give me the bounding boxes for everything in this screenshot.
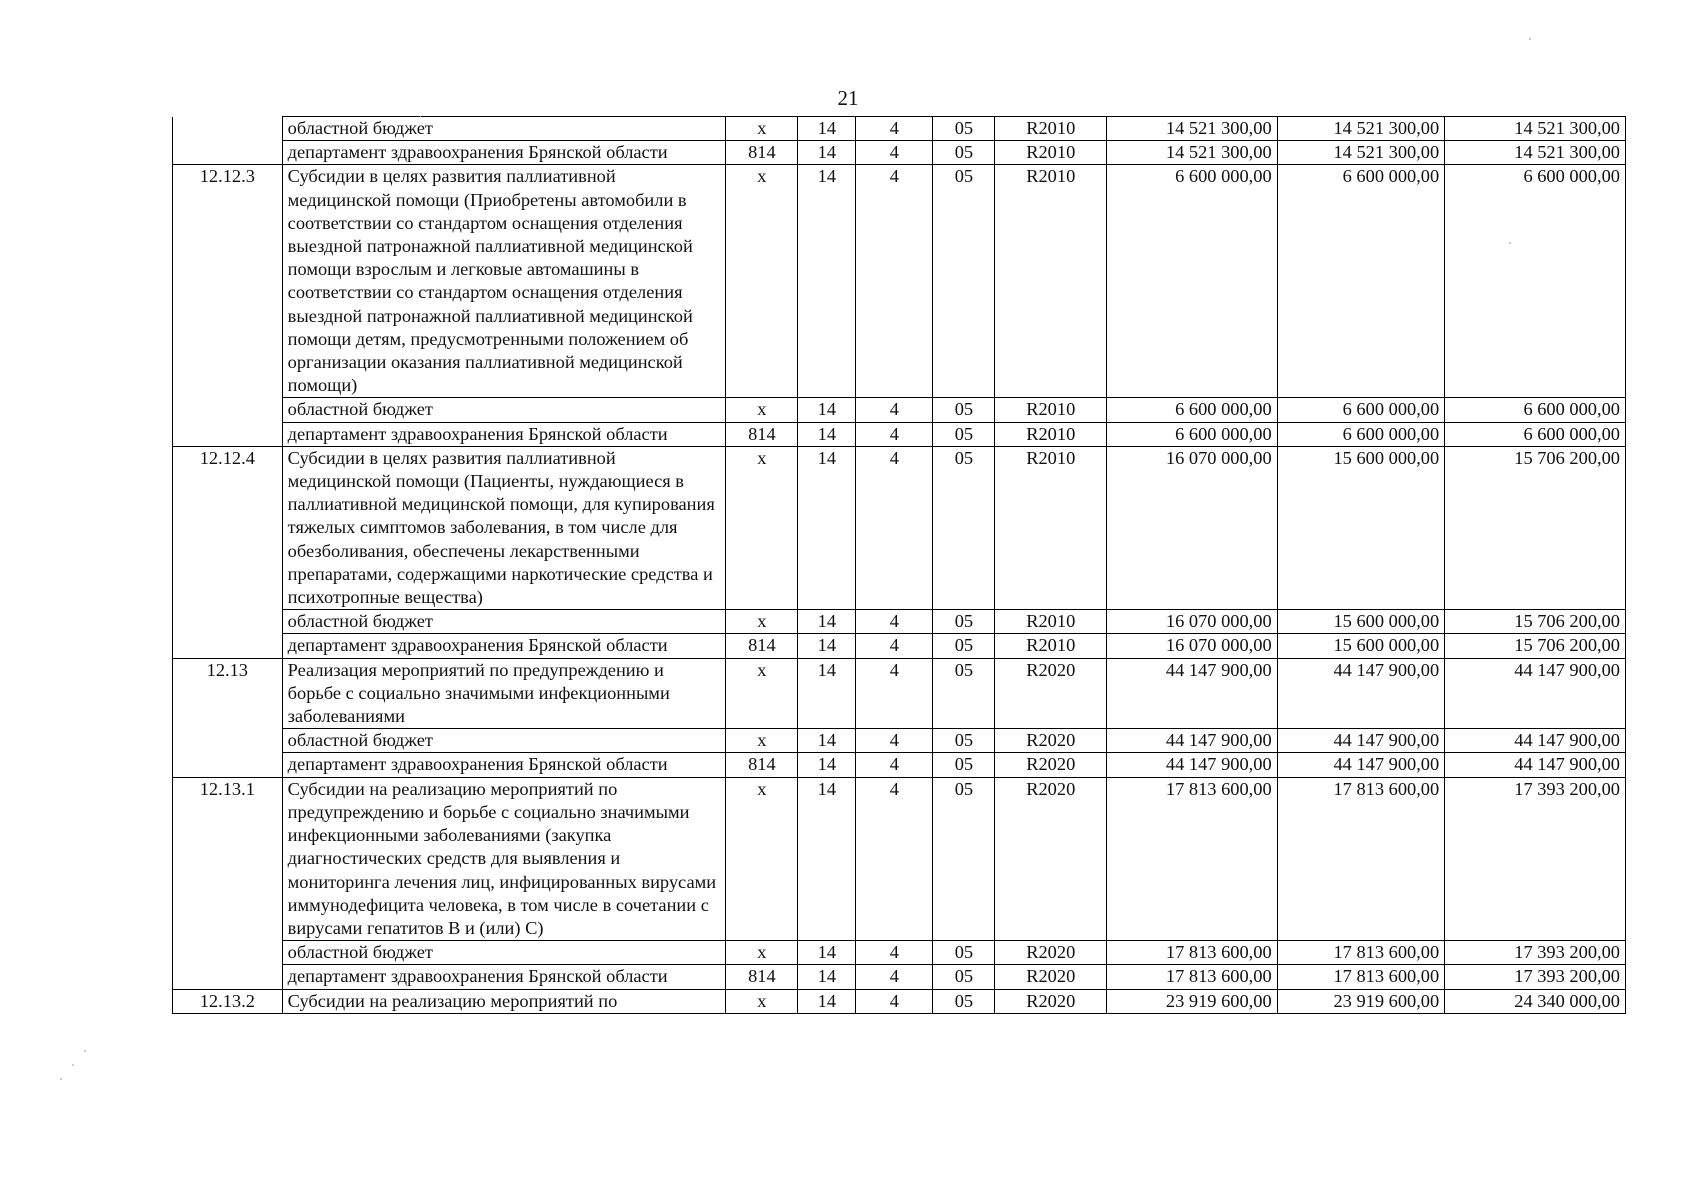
amount-year2-cell: 14 521 300,00 <box>1277 141 1445 165</box>
code-rz-cell: 14 <box>798 658 856 729</box>
row-name-cell: областной бюджет <box>282 729 726 753</box>
amount-year3-cell: 14 521 300,00 <box>1445 141 1626 165</box>
row-name-cell: департамент здравоохранения Брянской области <box>282 634 726 658</box>
amount-year2-cell: 17 813 600,00 <box>1277 941 1445 965</box>
table-row <box>173 422 1626 446</box>
table-row <box>173 777 1626 940</box>
table-row <box>173 729 1626 753</box>
amount-year3-cell: 6 600 000,00 <box>1445 165 1626 398</box>
code-pr-cell: 4 <box>856 610 933 634</box>
amount-year1-cell: 16 070 000,00 <box>1107 634 1278 658</box>
amount-year1-cell: 44 147 900,00 <box>1107 658 1278 729</box>
table-row <box>173 398 1626 422</box>
amount-year1-cell: 14 521 300,00 <box>1107 117 1278 141</box>
code-gr-cell: х <box>726 398 798 422</box>
code-pr-cell: 4 <box>856 658 933 729</box>
row-name-cell: областной бюджет <box>282 117 726 141</box>
scan-speck <box>72 1064 74 1066</box>
code-target-cell: R2020 <box>995 658 1107 729</box>
amount-year3-cell: 44 147 900,00 <box>1445 729 1626 753</box>
row-name-cell: департамент здравоохранения Брянской области <box>282 753 726 777</box>
code-cs-cell: 05 <box>933 141 995 165</box>
amount-year3-cell: 17 393 200,00 <box>1445 965 1626 989</box>
code-target-cell: R2010 <box>995 422 1107 446</box>
amount-year2-cell: 14 521 300,00 <box>1277 117 1445 141</box>
amount-year1-cell: 16 070 000,00 <box>1107 610 1278 634</box>
code-rz-cell: 14 <box>798 141 856 165</box>
code-gr-cell: х <box>726 446 798 609</box>
amount-year1-cell: 6 600 000,00 <box>1107 422 1278 446</box>
code-rz-cell: 14 <box>798 117 856 141</box>
code-target-cell: R2020 <box>995 753 1107 777</box>
code-cs-cell: 05 <box>933 165 995 398</box>
amount-year3-cell: 14 521 300,00 <box>1445 117 1626 141</box>
code-rz-cell: 14 <box>798 634 856 658</box>
code-cs-cell: 05 <box>933 989 995 1013</box>
code-pr-cell: 4 <box>856 777 933 940</box>
code-gr-cell: 814 <box>726 965 798 989</box>
code-rz-cell: 14 <box>798 446 856 609</box>
code-target-cell: R2010 <box>995 398 1107 422</box>
row-name-cell: департамент здравоохранения Брянской области <box>282 422 726 446</box>
row-name-cell: Субсидии на реализацию мероприятий по <box>282 989 726 1013</box>
code-pr-cell: 4 <box>856 398 933 422</box>
amount-year2-cell: 15 600 000,00 <box>1277 634 1445 658</box>
code-cs-cell: 05 <box>933 634 995 658</box>
amount-year2-cell: 15 600 000,00 <box>1277 446 1445 609</box>
scan-speck <box>420 116 421 117</box>
code-rz-cell: 14 <box>798 777 856 940</box>
code-pr-cell: 4 <box>856 422 933 446</box>
amount-year1-cell: 44 147 900,00 <box>1107 729 1278 753</box>
amount-year2-cell: 6 600 000,00 <box>1277 422 1445 446</box>
code-target-cell: R2010 <box>995 117 1107 141</box>
code-cs-cell: 05 <box>933 117 995 141</box>
code-rz-cell: 14 <box>798 753 856 777</box>
amount-year2-cell: 44 147 900,00 <box>1277 753 1445 777</box>
amount-year2-cell: 6 600 000,00 <box>1277 165 1445 398</box>
code-rz-cell: 14 <box>798 729 856 753</box>
code-target-cell: R2020 <box>995 989 1107 1013</box>
code-gr-cell: х <box>726 658 798 729</box>
code-rz-cell: 14 <box>798 965 856 989</box>
amount-year2-cell: 44 147 900,00 <box>1277 658 1445 729</box>
table-row <box>173 965 1626 989</box>
code-target-cell: R2010 <box>995 165 1107 398</box>
table-row <box>173 941 1626 965</box>
code-gr-cell: х <box>726 610 798 634</box>
budget-table <box>172 116 1626 1014</box>
amount-year1-cell: 17 813 600,00 <box>1107 965 1278 989</box>
amount-year1-cell: 17 813 600,00 <box>1107 941 1278 965</box>
amount-year2-cell: 17 813 600,00 <box>1277 777 1445 940</box>
code-target-cell: R2020 <box>995 729 1107 753</box>
scan-speck <box>1509 242 1511 244</box>
amount-year3-cell: 44 147 900,00 <box>1445 658 1626 729</box>
code-cs-cell: 05 <box>933 658 995 729</box>
amount-year1-cell: 23 919 600,00 <box>1107 989 1278 1013</box>
code-gr-cell: х <box>726 729 798 753</box>
code-target-cell: R2020 <box>995 965 1107 989</box>
code-gr-cell: 814 <box>726 141 798 165</box>
table-row <box>173 658 1626 729</box>
amount-year3-cell: 15 706 200,00 <box>1445 610 1626 634</box>
row-number-cell: 12.13.2 <box>173 989 283 1013</box>
code-gr-cell: 814 <box>726 634 798 658</box>
row-name-cell: департамент здравоохранения Брянской области <box>282 141 726 165</box>
row-name-cell: областной бюджет <box>282 610 726 634</box>
code-cs-cell: 05 <box>933 729 995 753</box>
code-gr-cell: х <box>726 941 798 965</box>
amount-year3-cell: 44 147 900,00 <box>1445 753 1626 777</box>
code-cs-cell: 05 <box>933 965 995 989</box>
amount-year1-cell: 6 600 000,00 <box>1107 398 1278 422</box>
amount-year3-cell: 6 600 000,00 <box>1445 422 1626 446</box>
code-gr-cell: х <box>726 777 798 940</box>
code-rz-cell: 14 <box>798 989 856 1013</box>
code-pr-cell: 4 <box>856 965 933 989</box>
amount-year1-cell: 6 600 000,00 <box>1107 165 1278 398</box>
amount-year3-cell: 6 600 000,00 <box>1445 398 1626 422</box>
row-number-cell <box>173 117 283 165</box>
amount-year1-cell: 17 813 600,00 <box>1107 777 1278 940</box>
code-rz-cell: 14 <box>798 941 856 965</box>
code-gr-cell: 814 <box>726 753 798 777</box>
code-gr-cell: 814 <box>726 422 798 446</box>
code-target-cell: R2010 <box>995 141 1107 165</box>
code-gr-cell: х <box>726 165 798 398</box>
row-name-cell: Субсидии в целях развития паллиативной медицинской помощи (Приобретены автомобили в соответствии со стандартом оснащения отделения выездной патронажной паллиативной медицинской помощи взрослым и легковые автомашины в соответствии со стандартом оснащения отделения выездной патронажной паллиативной медицинской помощи детям, предусмотренными положением об организации оказания паллиативной медицинской помощи) <box>282 165 726 398</box>
code-pr-cell: 4 <box>856 989 933 1013</box>
code-gr-cell: х <box>726 989 798 1013</box>
table-row <box>173 446 1626 609</box>
row-name-cell: областной бюджет <box>282 941 726 965</box>
amount-year1-cell: 14 521 300,00 <box>1107 141 1278 165</box>
page-number: 21 <box>837 86 859 110</box>
code-target-cell: R2010 <box>995 446 1107 609</box>
code-target-cell: R2020 <box>995 941 1107 965</box>
code-pr-cell: 4 <box>856 446 933 609</box>
table-row <box>173 165 1626 398</box>
amount-year1-cell: 16 070 000,00 <box>1107 446 1278 609</box>
amount-year2-cell: 6 600 000,00 <box>1277 398 1445 422</box>
row-number-cell: 12.13 <box>173 658 283 777</box>
table-row <box>173 141 1626 165</box>
amount-year2-cell: 44 147 900,00 <box>1277 729 1445 753</box>
amount-year2-cell: 15 600 000,00 <box>1277 610 1445 634</box>
amount-year3-cell: 24 340 000,00 <box>1445 989 1626 1013</box>
table-row <box>173 117 1626 141</box>
row-name-cell: департамент здравоохранения Брянской области <box>282 965 726 989</box>
code-pr-cell: 4 <box>856 941 933 965</box>
row-name-cell: Субсидии в целях развития паллиативной медицинской помощи (Пациенты, нуждающиеся в паллиативной медицинской помощи, для купирования тяжелых симптомов заболевания, в том числе для обезболивания, обеспечены лекарственными препаратами, содержащими наркотические средства и психотропные вещества) <box>282 446 726 609</box>
code-cs-cell: 05 <box>933 753 995 777</box>
table-row <box>173 610 1626 634</box>
row-number-cell: 12.12.3 <box>173 165 283 446</box>
code-pr-cell: 4 <box>856 729 933 753</box>
amount-year3-cell: 15 706 200,00 <box>1445 634 1626 658</box>
table-row <box>173 989 1626 1013</box>
code-target-cell: R2010 <box>995 610 1107 634</box>
table-row <box>173 753 1626 777</box>
code-cs-cell: 05 <box>933 398 995 422</box>
row-name-cell: Реализация мероприятий по предупреждению и борьбе с социально значимыми инфекционными заболеваниями <box>282 658 726 729</box>
row-number-cell: 12.12.4 <box>173 446 283 658</box>
scan-speck <box>1529 38 1531 40</box>
code-target-cell: R2020 <box>995 777 1107 940</box>
code-rz-cell: 14 <box>798 422 856 446</box>
code-rz-cell: 14 <box>798 165 856 398</box>
code-cs-cell: 05 <box>933 422 995 446</box>
code-pr-cell: 4 <box>856 141 933 165</box>
row-number-cell: 12.13.1 <box>173 777 283 989</box>
amount-year3-cell: 17 393 200,00 <box>1445 777 1626 940</box>
amount-year3-cell: 15 706 200,00 <box>1445 446 1626 609</box>
amount-year2-cell: 17 813 600,00 <box>1277 965 1445 989</box>
code-pr-cell: 4 <box>856 753 933 777</box>
code-cs-cell: 05 <box>933 777 995 940</box>
code-cs-cell: 05 <box>933 610 995 634</box>
row-name-cell: областной бюджет <box>282 398 726 422</box>
code-rz-cell: 14 <box>798 398 856 422</box>
code-pr-cell: 4 <box>856 117 933 141</box>
code-rz-cell: 14 <box>798 610 856 634</box>
row-name-cell: Субсидии на реализацию мероприятий по предупреждению и борьбе с социально значимыми инфекционными заболеваниями (закупка диагностических средств для выявления и мониторинга лечения лиц, инфицированных вирусами иммунодефицита человека, в том числе в сочетании с вирусами гепатитов В и (или) С) <box>282 777 726 940</box>
amount-year3-cell: 17 393 200,00 <box>1445 941 1626 965</box>
code-target-cell: R2010 <box>995 634 1107 658</box>
code-gr-cell: х <box>726 117 798 141</box>
budget-table-body <box>173 117 1626 1014</box>
code-pr-cell: 4 <box>856 634 933 658</box>
table-row <box>173 634 1626 658</box>
scan-speck <box>84 1050 86 1052</box>
code-cs-cell: 05 <box>933 446 995 609</box>
amount-year1-cell: 44 147 900,00 <box>1107 753 1278 777</box>
code-pr-cell: 4 <box>856 165 933 398</box>
scan-speck <box>60 1078 62 1080</box>
code-cs-cell: 05 <box>933 941 995 965</box>
amount-year2-cell: 23 919 600,00 <box>1277 989 1445 1013</box>
